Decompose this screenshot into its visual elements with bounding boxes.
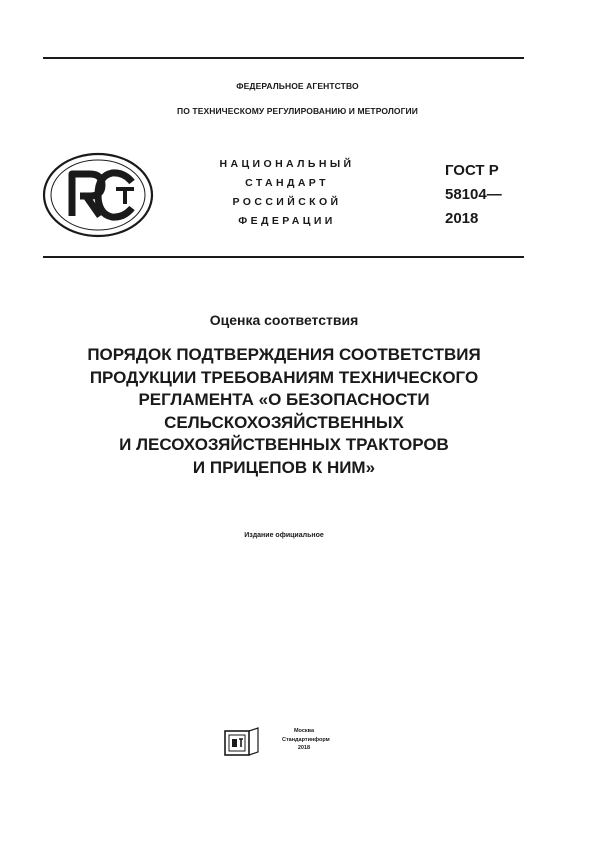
- publisher-city: Москва: [293, 728, 315, 734]
- standard-designation: [445, 159, 502, 231]
- publisher-logo-icon: [224, 727, 260, 757]
- publisher-info: [282, 727, 330, 753]
- title-line-3: РЕГЛАМЕНТА «О БЕЗОПАСНОСТИ: [138, 390, 430, 409]
- title-line-5: И ЛЕСОХОЗЯЙСТВЕННЫХ ТРАКТОРОВ: [119, 435, 449, 454]
- publisher-name: Стандартинформ: [282, 736, 330, 743]
- designation-line-3: 2018: [445, 210, 479, 227]
- title-line-1: ПОРЯДОК ПОДТВЕРЖДЕНИЯ СООТВЕТСТВИЯ: [87, 345, 481, 364]
- designation-line-2: 58104—: [445, 186, 502, 203]
- natstd-line-3: РОССИЙСКОЙ: [232, 196, 342, 208]
- top-rule: [43, 57, 524, 59]
- agency-line-2: ПО ТЕХНИЧЕСКОМУ РЕГУЛИРОВАНИЮ И МЕТРОЛОГИИ: [177, 106, 418, 116]
- title-line-4: СЕЛЬСКОХОЗЯЙСТВЕННЫХ: [164, 412, 404, 432]
- designation-line-1: ГОСТ Р: [445, 162, 499, 179]
- natstd-line-4: ФЕДЕРАЦИИ: [238, 215, 336, 227]
- middle-rule: [43, 256, 524, 258]
- subject-heading: Оценка соответствия: [209, 312, 359, 328]
- national-standard-label: [212, 155, 362, 231]
- document-title: [0, 344, 568, 479]
- title-line-6: И ПРИЦЕПОВ К НИМ»: [192, 457, 376, 477]
- agency-line-1: ФЕДЕРАЛЬНОЕ АГЕНТСТВО: [236, 81, 359, 91]
- natstd-line-1: НАЦИОНАЛЬНЫЙ: [219, 158, 355, 170]
- edition-label: Издание официальное: [244, 532, 324, 539]
- publisher-year: 2018: [297, 745, 311, 751]
- title-line-2: ПРОДУКЦИИ ТРЕБОВАНИЯМ ТЕХНИЧЕСКОГО: [89, 367, 479, 387]
- rst-emblem-icon: [42, 152, 154, 238]
- natstd-line-2: СТАНДАРТ: [245, 177, 329, 189]
